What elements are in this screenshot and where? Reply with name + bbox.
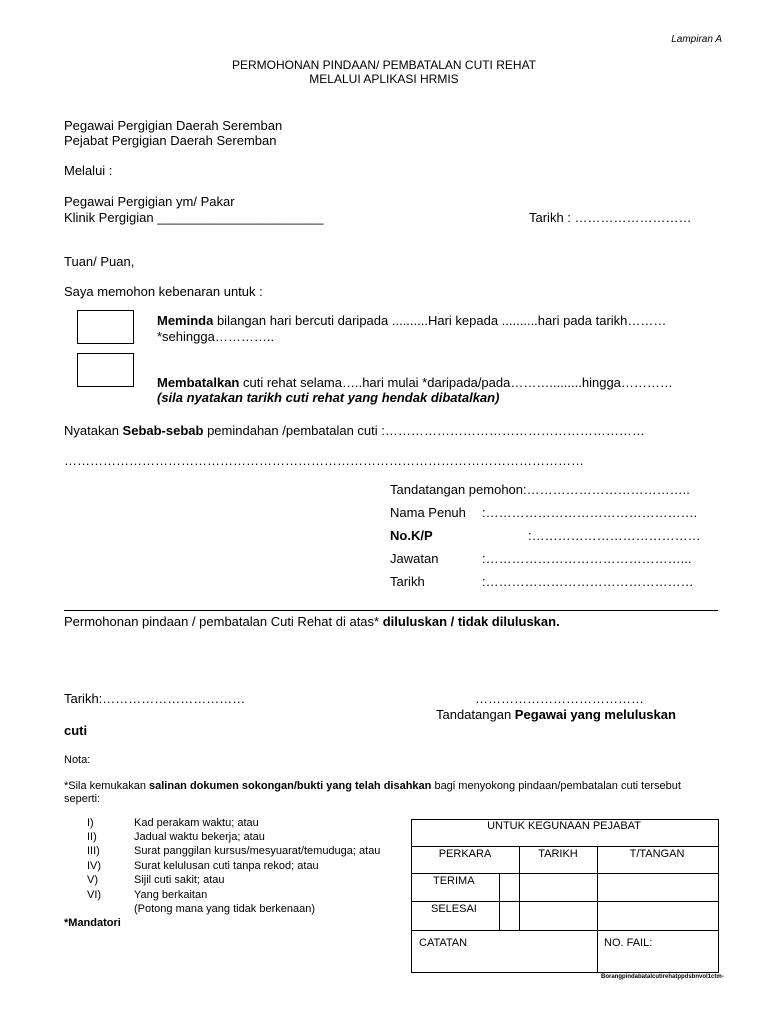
table-rule xyxy=(411,901,718,902)
office-table-title: UNTUK KEGUNAAN PEJABAT xyxy=(487,820,641,832)
row-selesai: SELESAI xyxy=(431,903,477,915)
applicant-nokp-label: No.K/P xyxy=(390,528,433,543)
option-meminda-line2: *sehingga………….. xyxy=(157,329,275,344)
reason-field: Nyatakan Sebab-sebab pemindahan /pembatalan cuti :…………………………………………………… xyxy=(64,423,645,438)
footer-code: Borangpindabatalcutirehatppdsbnvol1ctm- xyxy=(601,974,724,980)
approval-cuti: cuti xyxy=(64,723,88,738)
option-meminda-checkbox[interactable] xyxy=(77,310,134,344)
melalui-label: Melalui : xyxy=(64,163,113,178)
approval-text: Permohonan pindaan / pembatalan Cuti Rehat di atas* diluluskan / tidak diluluskan. xyxy=(64,614,560,629)
notes-item-text: Surat kelulusan cuti tanpa rekod; atau xyxy=(134,860,319,872)
table-rule xyxy=(411,846,718,847)
applicant-signature: Tandatangan pemohon:……………………………….. xyxy=(390,482,690,497)
approval-tarikh: Tarikh:…………………………… xyxy=(64,691,246,706)
notes-item-num: V) xyxy=(87,874,98,886)
option-membatalkan-note: (sila nyatakan tarikh cuti rehat yang hendak dibatalkan) xyxy=(157,390,500,405)
option-membatalkan-text: Membatalkan cuti rehat selama…..hari mulai *daripada/pada……….........hingga………… xyxy=(157,375,673,390)
table-rule xyxy=(519,846,520,930)
klinik-field: Klinik Pergigian _______________________ xyxy=(64,210,324,225)
applicant-tarikh-label: Tarikh xyxy=(390,574,425,589)
table-rule xyxy=(411,873,718,874)
notes-item-num: II) xyxy=(87,831,97,843)
nofail-label: NO. FAIL: xyxy=(604,937,653,949)
col-tarikh: TARIKH xyxy=(538,848,578,860)
section-divider xyxy=(64,610,718,611)
form-title-line2: MELALUI APLIKASI HRMIS xyxy=(309,72,459,86)
notes-item-num: III) xyxy=(87,845,100,857)
option-membatalkan-checkbox[interactable] xyxy=(77,353,134,387)
applicant-nokp-dots: :………………………………… xyxy=(528,528,701,543)
notes-potong: (Potong mana yang tidak berkenaan) xyxy=(134,903,316,915)
notes-item-num: I) xyxy=(87,817,94,829)
notes-item-text: Kad perakam waktu; atau xyxy=(134,817,259,829)
nota-label: Nota: xyxy=(64,754,91,766)
notes-mandatori: *Mandatori xyxy=(64,917,121,929)
form-title-line1: PERMOHONAN PINDAAN/ PEMBATALAN CUTI REHAT xyxy=(231,58,537,72)
office-use-table xyxy=(411,819,719,973)
tarikh-field: Tarikh : ……………………… xyxy=(529,210,692,225)
salutation: Tuan/ Puan, xyxy=(64,254,135,269)
addressee-line1: Pegawai Pergigian Daerah Seremban xyxy=(64,118,283,133)
applicant-name-dots: :…………………………………………. xyxy=(482,505,698,520)
applicant-tarikh-dots: :………………………………………… xyxy=(482,574,694,589)
applicant-jawatan-label: Jawatan xyxy=(390,551,439,566)
table-rule xyxy=(597,930,598,972)
notes-item-text: Yang berkaitan xyxy=(134,889,208,901)
approver-signature-label: Tandatangan Pegawai yang meluluskan xyxy=(436,707,676,722)
reason-line2: ………………………………………………………………………………………………………… xyxy=(64,453,584,468)
col-ttangan: T/TANGAN xyxy=(629,848,685,860)
notes-item-num: IV) xyxy=(87,860,102,872)
notes-line1: *Sila kemukakan salinan dokumen sokongan/bukti yang telah disahkan bagi menyokong pindaan/pembatalan cuti tersebut xyxy=(64,780,681,792)
addressee-line2: Pejabat Pergigian Daerah Seremban xyxy=(64,133,277,148)
applicant-jawatan-dots: :………………………………………... xyxy=(482,551,692,566)
table-rule xyxy=(411,930,718,931)
notes-item-text: Jadual waktu bekerja; atau xyxy=(134,831,265,843)
lampiran-label: Lampiran A xyxy=(671,34,722,45)
notes-line2: seperti: xyxy=(64,793,101,805)
notes-item-text: Surat panggilan kursus/mesyuarat/temuduga; atau xyxy=(134,845,381,857)
option-meminda-text: Meminda bilangan hari bercuti daripada ..........Hari kepada ..........hari pada tarikh……… xyxy=(157,313,667,328)
catatan-label: CATATAN xyxy=(419,937,468,949)
notes-item-text: Sijil cuti sakit; atau xyxy=(134,874,225,886)
intro-text: Saya memohon kebenaran untuk : xyxy=(64,284,263,299)
table-rule xyxy=(597,846,598,930)
row-terima: TERIMA xyxy=(433,875,475,887)
col-perkara: PERKARA xyxy=(438,848,492,860)
notes-item-num: VI) xyxy=(87,889,102,901)
approver-signature-dots: ………………………………… xyxy=(475,691,644,706)
addressee-line3: Pegawai Pergigian ym/ Pakar xyxy=(64,194,235,209)
applicant-name-label: Nama Penuh xyxy=(390,505,466,520)
